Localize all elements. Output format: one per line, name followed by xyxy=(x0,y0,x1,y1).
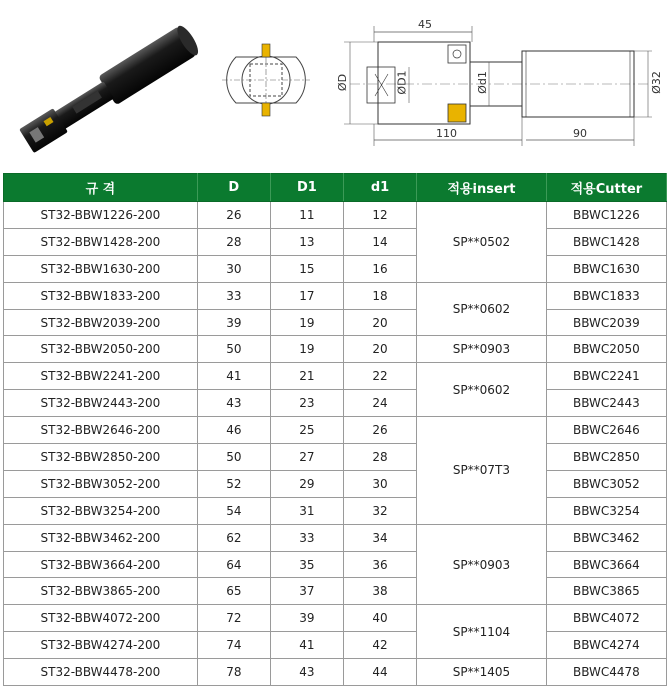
cell-d1: 24 xyxy=(343,390,416,417)
cell-d1: 32 xyxy=(343,497,416,524)
cell-d1: 28 xyxy=(343,444,416,471)
cell-spec: ST32-BBW3052-200 xyxy=(4,470,198,497)
table-row xyxy=(4,551,667,578)
cell-D: 33 xyxy=(197,282,270,309)
cell-D: 41 xyxy=(197,363,270,390)
header-d1: d1 xyxy=(343,174,416,202)
cell-d1: 34 xyxy=(343,524,416,551)
table-row xyxy=(4,309,667,336)
table-row xyxy=(4,228,667,255)
cell-insert: SP**1104 xyxy=(417,605,547,659)
cell-cutter: BBWC2850 xyxy=(546,444,666,471)
table-row xyxy=(4,282,667,309)
header-spec: 규 격 xyxy=(4,174,198,202)
cell-D: 50 xyxy=(197,336,270,363)
cell-cutter: BBWC3664 xyxy=(546,551,666,578)
cell-d1: 26 xyxy=(343,417,416,444)
cell-cutter: BBWC2050 xyxy=(546,336,666,363)
cell-d1: 18 xyxy=(343,282,416,309)
cell-D1: 23 xyxy=(270,390,343,417)
table-row xyxy=(4,255,667,282)
cell-d1: 40 xyxy=(343,605,416,632)
cell-cutter: BBWC1630 xyxy=(546,255,666,282)
cell-spec: ST32-BBW3865-200 xyxy=(4,578,198,605)
cell-D: 64 xyxy=(197,551,270,578)
dim-90-label: 90 xyxy=(573,127,587,140)
cell-spec: ST32-BBW3254-200 xyxy=(4,497,198,524)
cell-D1: 29 xyxy=(270,470,343,497)
cell-D: 65 xyxy=(197,578,270,605)
header-cutter: 적용Cutter xyxy=(546,174,666,202)
cell-d1: 30 xyxy=(343,470,416,497)
cell-cutter: BBWC2646 xyxy=(546,417,666,444)
cell-cutter: BBWC3052 xyxy=(546,470,666,497)
table-row xyxy=(4,605,667,632)
cell-spec: ST32-BBW1226-200 xyxy=(4,202,198,229)
side-view-drawing xyxy=(330,12,660,152)
cell-spec: ST32-BBW2850-200 xyxy=(4,444,198,471)
cell-d1: 42 xyxy=(343,632,416,659)
cell-D1: 19 xyxy=(270,336,343,363)
cell-spec: ST32-BBW4478-200 xyxy=(4,659,198,686)
cell-D: 28 xyxy=(197,228,270,255)
specification-table xyxy=(3,173,667,686)
cell-D1: 11 xyxy=(270,202,343,229)
cell-D1: 19 xyxy=(270,309,343,336)
cell-cutter: BBWC3462 xyxy=(546,524,666,551)
table-row xyxy=(4,417,667,444)
dim-32-label: Ø32 xyxy=(649,71,663,94)
table-row xyxy=(4,497,667,524)
cell-D1: 33 xyxy=(270,524,343,551)
cell-spec: ST32-BBW2039-200 xyxy=(4,309,198,336)
cell-D1: 37 xyxy=(270,578,343,605)
cell-D1: 41 xyxy=(270,632,343,659)
cell-spec: ST32-BBW2443-200 xyxy=(4,390,198,417)
dim-110-label: 110 xyxy=(436,127,457,140)
cell-spec: ST32-BBW1833-200 xyxy=(4,282,198,309)
table-row xyxy=(4,336,667,363)
cell-cutter: BBWC1833 xyxy=(546,282,666,309)
cell-spec: ST32-BBW3664-200 xyxy=(4,551,198,578)
table-row xyxy=(4,444,667,471)
cell-d1: 44 xyxy=(343,659,416,686)
dim-D-label: ØD xyxy=(336,73,350,92)
table-row xyxy=(4,578,667,605)
cell-D: 62 xyxy=(197,524,270,551)
cell-D1: 39 xyxy=(270,605,343,632)
cell-D1: 17 xyxy=(270,282,343,309)
cell-spec: ST32-BBW1428-200 xyxy=(4,228,198,255)
cell-D1: 25 xyxy=(270,417,343,444)
cell-insert: SP**1405 xyxy=(417,659,547,686)
cell-cutter: BBWC1226 xyxy=(546,202,666,229)
cell-cutter: BBWC2241 xyxy=(546,363,666,390)
cell-spec: ST32-BBW2646-200 xyxy=(4,417,198,444)
cell-insert: SP**0602 xyxy=(417,282,547,336)
product-illustration-area xyxy=(0,0,670,172)
cell-spec: ST32-BBW2241-200 xyxy=(4,363,198,390)
cell-spec: ST32-BBW4072-200 xyxy=(4,605,198,632)
cell-D: 54 xyxy=(197,497,270,524)
cell-D1: 15 xyxy=(270,255,343,282)
cell-spec: ST32-BBW1630-200 xyxy=(4,255,198,282)
cell-d1: 20 xyxy=(343,336,416,363)
cell-insert: SP**0602 xyxy=(417,363,547,417)
table-row xyxy=(4,659,667,686)
cell-D: 46 xyxy=(197,417,270,444)
dim-d1-label: Ød1 xyxy=(475,71,489,94)
cell-D: 30 xyxy=(197,255,270,282)
cell-d1: 36 xyxy=(343,551,416,578)
cell-D1: 21 xyxy=(270,363,343,390)
cell-insert: SP**07T3 xyxy=(417,417,547,525)
table-row xyxy=(4,202,667,229)
cell-D: 39 xyxy=(197,309,270,336)
cell-insert: SP**0903 xyxy=(417,336,547,363)
cell-D: 50 xyxy=(197,444,270,471)
cell-spec: ST32-BBW3462-200 xyxy=(4,524,198,551)
cell-D: 78 xyxy=(197,659,270,686)
cell-cutter: BBWC3254 xyxy=(546,497,666,524)
cell-cutter: BBWC3865 xyxy=(546,578,666,605)
table-body xyxy=(4,202,667,686)
cell-d1: 12 xyxy=(343,202,416,229)
table-row xyxy=(4,632,667,659)
cell-cutter: BBWC4274 xyxy=(546,632,666,659)
table-row xyxy=(4,390,667,417)
cell-D1: 35 xyxy=(270,551,343,578)
dim-45-label: 45 xyxy=(418,18,432,31)
cell-spec: ST32-BBW2050-200 xyxy=(4,336,198,363)
cell-D1: 13 xyxy=(270,228,343,255)
cell-D1: 27 xyxy=(270,444,343,471)
header-D1: D1 xyxy=(270,174,343,202)
table-row xyxy=(4,363,667,390)
cell-d1: 16 xyxy=(343,255,416,282)
cell-d1: 38 xyxy=(343,578,416,605)
cell-cutter: BBWC1428 xyxy=(546,228,666,255)
cell-D1: 31 xyxy=(270,497,343,524)
cell-D1: 43 xyxy=(270,659,343,686)
cell-d1: 22 xyxy=(343,363,416,390)
table-row xyxy=(4,470,667,497)
cell-cutter: BBWC4072 xyxy=(546,605,666,632)
cell-cutter: BBWC2039 xyxy=(546,309,666,336)
cell-insert: SP**0502 xyxy=(417,202,547,283)
cell-d1: 20 xyxy=(343,309,416,336)
cell-D: 52 xyxy=(197,470,270,497)
cell-D: 43 xyxy=(197,390,270,417)
cell-D: 26 xyxy=(197,202,270,229)
header-insert: 적용insert xyxy=(417,174,547,202)
cell-spec: ST32-BBW4274-200 xyxy=(4,632,198,659)
end-view-drawing xyxy=(222,40,312,120)
cell-cutter: BBWC2443 xyxy=(546,390,666,417)
cell-D: 74 xyxy=(197,632,270,659)
cell-cutter: BBWC4478 xyxy=(546,659,666,686)
cell-insert: SP**0903 xyxy=(417,524,547,605)
cell-d1: 14 xyxy=(343,228,416,255)
header-D: D xyxy=(197,174,270,202)
cell-D: 72 xyxy=(197,605,270,632)
table-row xyxy=(4,524,667,551)
dim-D1-label: ØD1 xyxy=(395,70,409,95)
tool-holder-photo xyxy=(0,18,215,158)
table-header-row xyxy=(4,174,667,202)
